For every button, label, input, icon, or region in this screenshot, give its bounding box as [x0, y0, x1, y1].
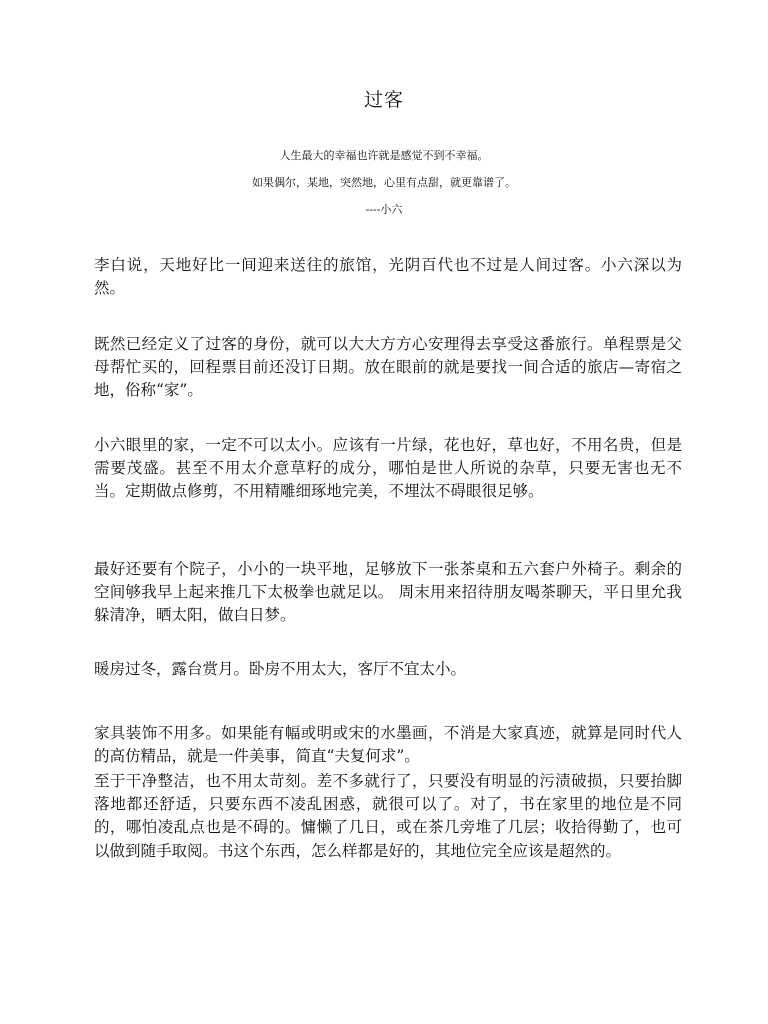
- epigraph-line-2: 如果偶尔，某地，突然地，心里有点甜，就更靠谱了。: [252, 176, 516, 189]
- epigraph-signature: ----小六: [365, 203, 403, 216]
- paragraph-6: 家具装饰不用多。如果能有幅或明或宋的水墨画，不消是大家真迹，就算是同时代人的高仿精品，就是一件美事，简直“夫复何求”。: [94, 724, 682, 766]
- epigraph-line-1: 人生最大的幸福也许就是感觉不到不幸福。: [279, 149, 489, 162]
- paragraph-2: 既然已经定义了过客的身份，就可以大大方方心安理得去享受这番旅行。单程票是父母帮忙买的，回程票目前还没订日期。放在眼前的就是要找一间合适的旅店—寄宿之地，俗称“家”。: [94, 335, 682, 400]
- document-title: 过客: [363, 89, 404, 111]
- paragraph-4: 最好还要有个院子，小小的一块平地，足够放下一张茶桌和五六套户外椅子。剩余的空间够我早上起来推几下太极拳也就足以。 周末用来招待朋友喝茶聊天，平日里允我躲清净，晒太阳，做白日梦。: [94, 560, 682, 625]
- paragraph-3: 小六眼里的家，一定不可以太小。应该有一片绿，花也好，草也好，不用名贵，但是需要茂盛。甚至不用太介意草籽的成分，哪怕是世人所说的杂草，只要无害也无不当。定期做点修剪，不用精雕细琢地完美，不埋汰不碍眼很足够。: [94, 436, 682, 501]
- paragraph-7: 至于干净整洁，也不用太苛刻。差不多就行了，只要没有明显的污渍破损，只要抬脚落地都还舒适，只要东西不凌乱困惑，就很可以了。对了，书在家里的地位是不同的，哪怕凌乱点也是不碍的。慵懒了几日，或在茶几旁堆了几层；收拾得勤了，也可以做到随手取阅。书这个东西，怎么样都是好的，其地位完全应该是超然的。: [94, 772, 682, 860]
- paragraph-5: 暖房过冬，露台赏月。卧房不用太大，客厅不宜太小。: [94, 660, 467, 678]
- paragraph-1: 李白说，天地好比一间迎来送往的旅馆，光阴百代也不过是人间过客。小六深以为然。: [94, 256, 682, 298]
